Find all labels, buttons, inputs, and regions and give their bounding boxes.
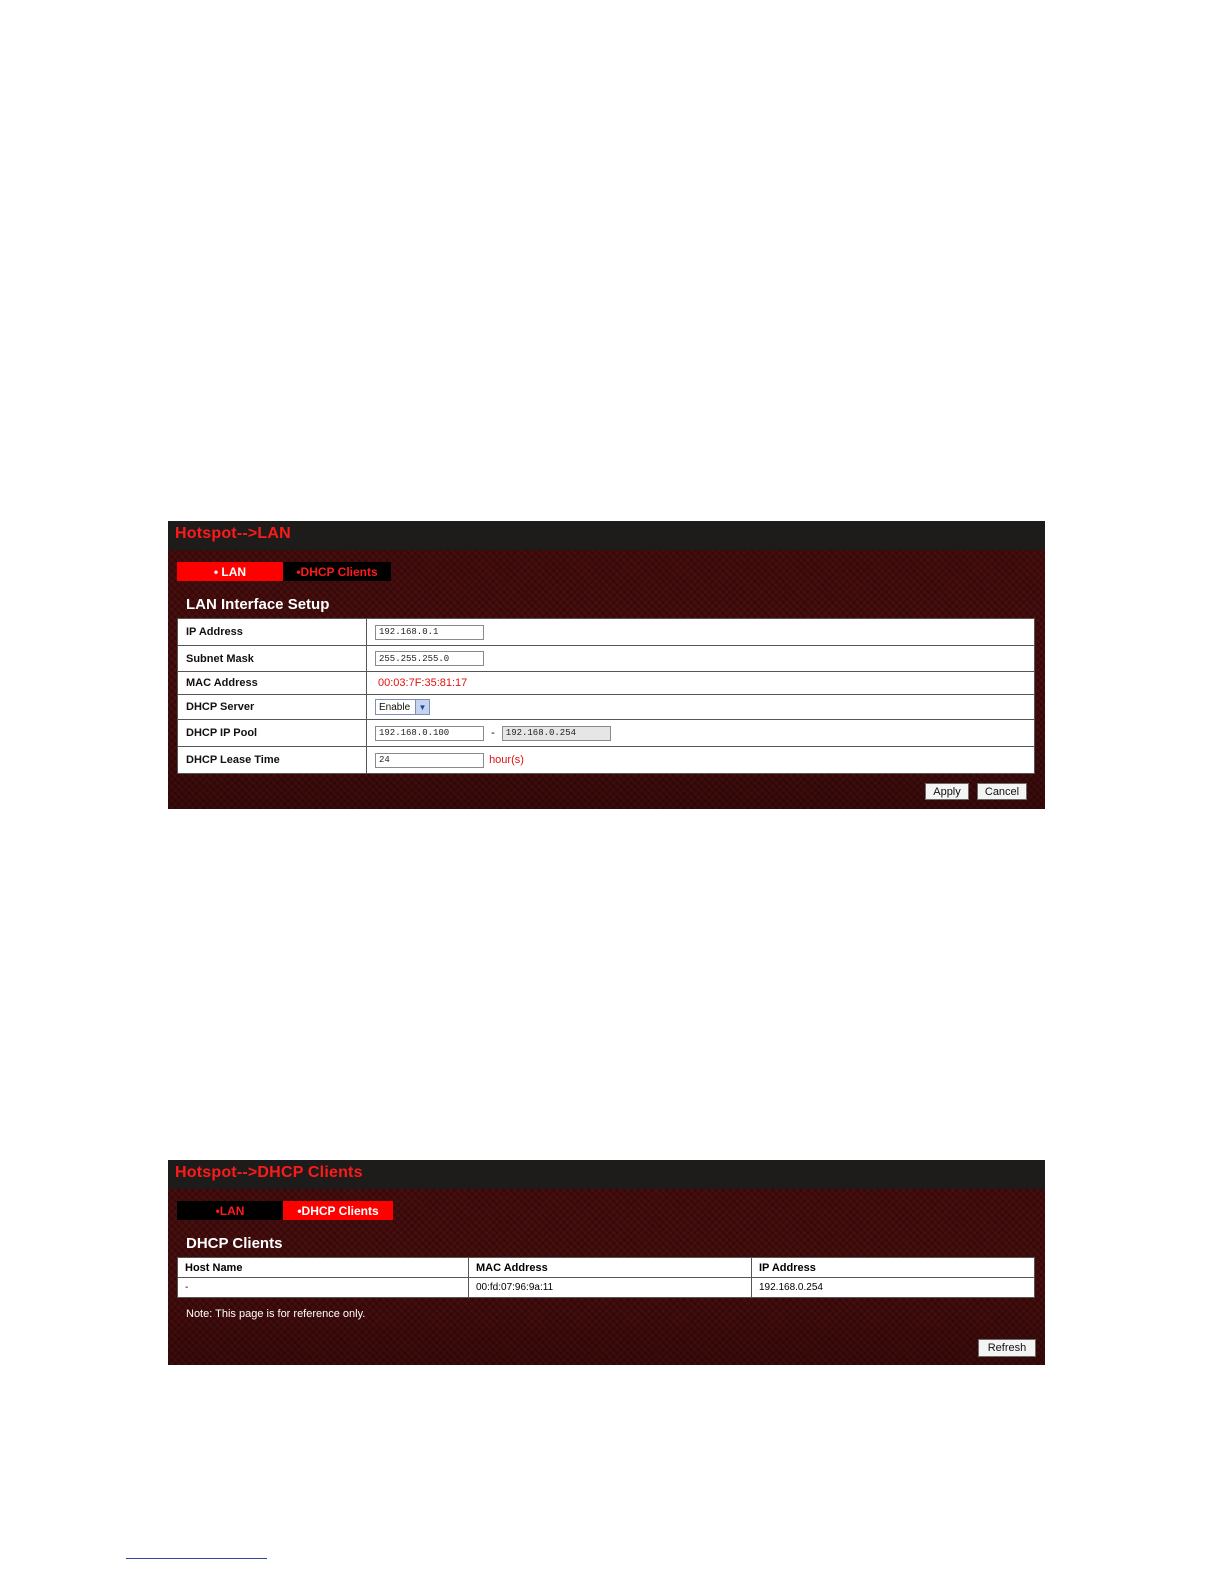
table-row (178, 1278, 1035, 1298)
dhcp-lease-time-label: DHCP Lease Time (178, 747, 367, 774)
dhcp-lease-time-cell (367, 747, 1035, 774)
lease-time-unit: hour(s) (489, 753, 524, 766)
dhcp-clients-panel (168, 1160, 1045, 1365)
subnet-mask-label: Subnet Mask (178, 646, 367, 672)
dhcp-lease-time-input[interactable] (375, 753, 484, 768)
subnet-mask-input[interactable] (375, 651, 484, 666)
dhcp-server-value: Enable (379, 701, 411, 713)
dhcp-server-row (178, 695, 1035, 720)
dhcp-ip-pool-row (178, 720, 1035, 747)
tab-dhcp-clients[interactable]: •DHCP Clients (283, 1201, 393, 1220)
page-title: Hotspot-->DHCP Clients (175, 1164, 363, 1181)
column-header-ip-address: IP Address (752, 1258, 1035, 1278)
section-title: DHCP Clients (186, 1235, 283, 1252)
tab-lan[interactable]: •LAN (177, 1201, 283, 1220)
mac-address-row (178, 672, 1035, 695)
dhcp-pool-separator: - (491, 726, 495, 739)
lan-tab-bar (177, 562, 391, 581)
host-name-cell: - (178, 1278, 469, 1298)
reference-note: Note: This page is for reference only. (186, 1308, 366, 1320)
tab-lan[interactable]: • LAN (177, 562, 283, 581)
footnote-separator (126, 1558, 267, 1559)
dhcp-clients-table (177, 1257, 1035, 1298)
section-title: LAN Interface Setup (186, 596, 330, 613)
column-header-mac-address: MAC Address (469, 1258, 752, 1278)
mac-address-label: MAC Address (178, 672, 367, 695)
mac-address-cell (367, 672, 1035, 695)
chevron-down-icon[interactable]: ▼ (415, 700, 429, 714)
subnet-mask-cell (367, 646, 1035, 672)
ip-address-cell (367, 619, 1035, 646)
lan-panel (168, 521, 1045, 809)
ip-address-input[interactable] (375, 625, 484, 640)
table-header-row (178, 1258, 1035, 1278)
page-title: Hotspot-->LAN (175, 525, 291, 542)
dhcp-tab-bar (177, 1201, 393, 1220)
dhcp-pool-start-input[interactable] (375, 726, 484, 741)
apply-button[interactable]: Apply (925, 783, 969, 800)
mac-address-cell: 00:fd:07:96:9a:11 (469, 1278, 752, 1298)
dhcp-server-label: DHCP Server (178, 695, 367, 720)
lan-settings-table (177, 618, 1035, 774)
ip-address-row (178, 619, 1035, 646)
dhcp-lease-time-row (178, 747, 1035, 774)
refresh-button[interactable]: Refresh (978, 1339, 1036, 1357)
tab-dhcp-clients[interactable]: •DHCP Clients (283, 562, 391, 581)
dhcp-pool-end-input (502, 726, 611, 741)
mac-address-value: 00:03:7F:35:81:17 (378, 677, 468, 689)
dhcp-server-select[interactable] (375, 699, 430, 715)
dhcp-ip-pool-label: DHCP IP Pool (178, 720, 367, 747)
lan-panel-header (168, 521, 1045, 550)
subnet-mask-row (178, 646, 1035, 672)
dhcp-server-cell (367, 695, 1035, 720)
dhcp-panel-header (168, 1160, 1045, 1189)
column-header-host-name: Host Name (178, 1258, 469, 1278)
ip-address-cell: 192.168.0.254 (752, 1278, 1035, 1298)
cancel-button[interactable]: Cancel (977, 783, 1027, 800)
ip-address-label: IP Address (178, 619, 367, 646)
dhcp-ip-pool-cell (367, 720, 1035, 747)
